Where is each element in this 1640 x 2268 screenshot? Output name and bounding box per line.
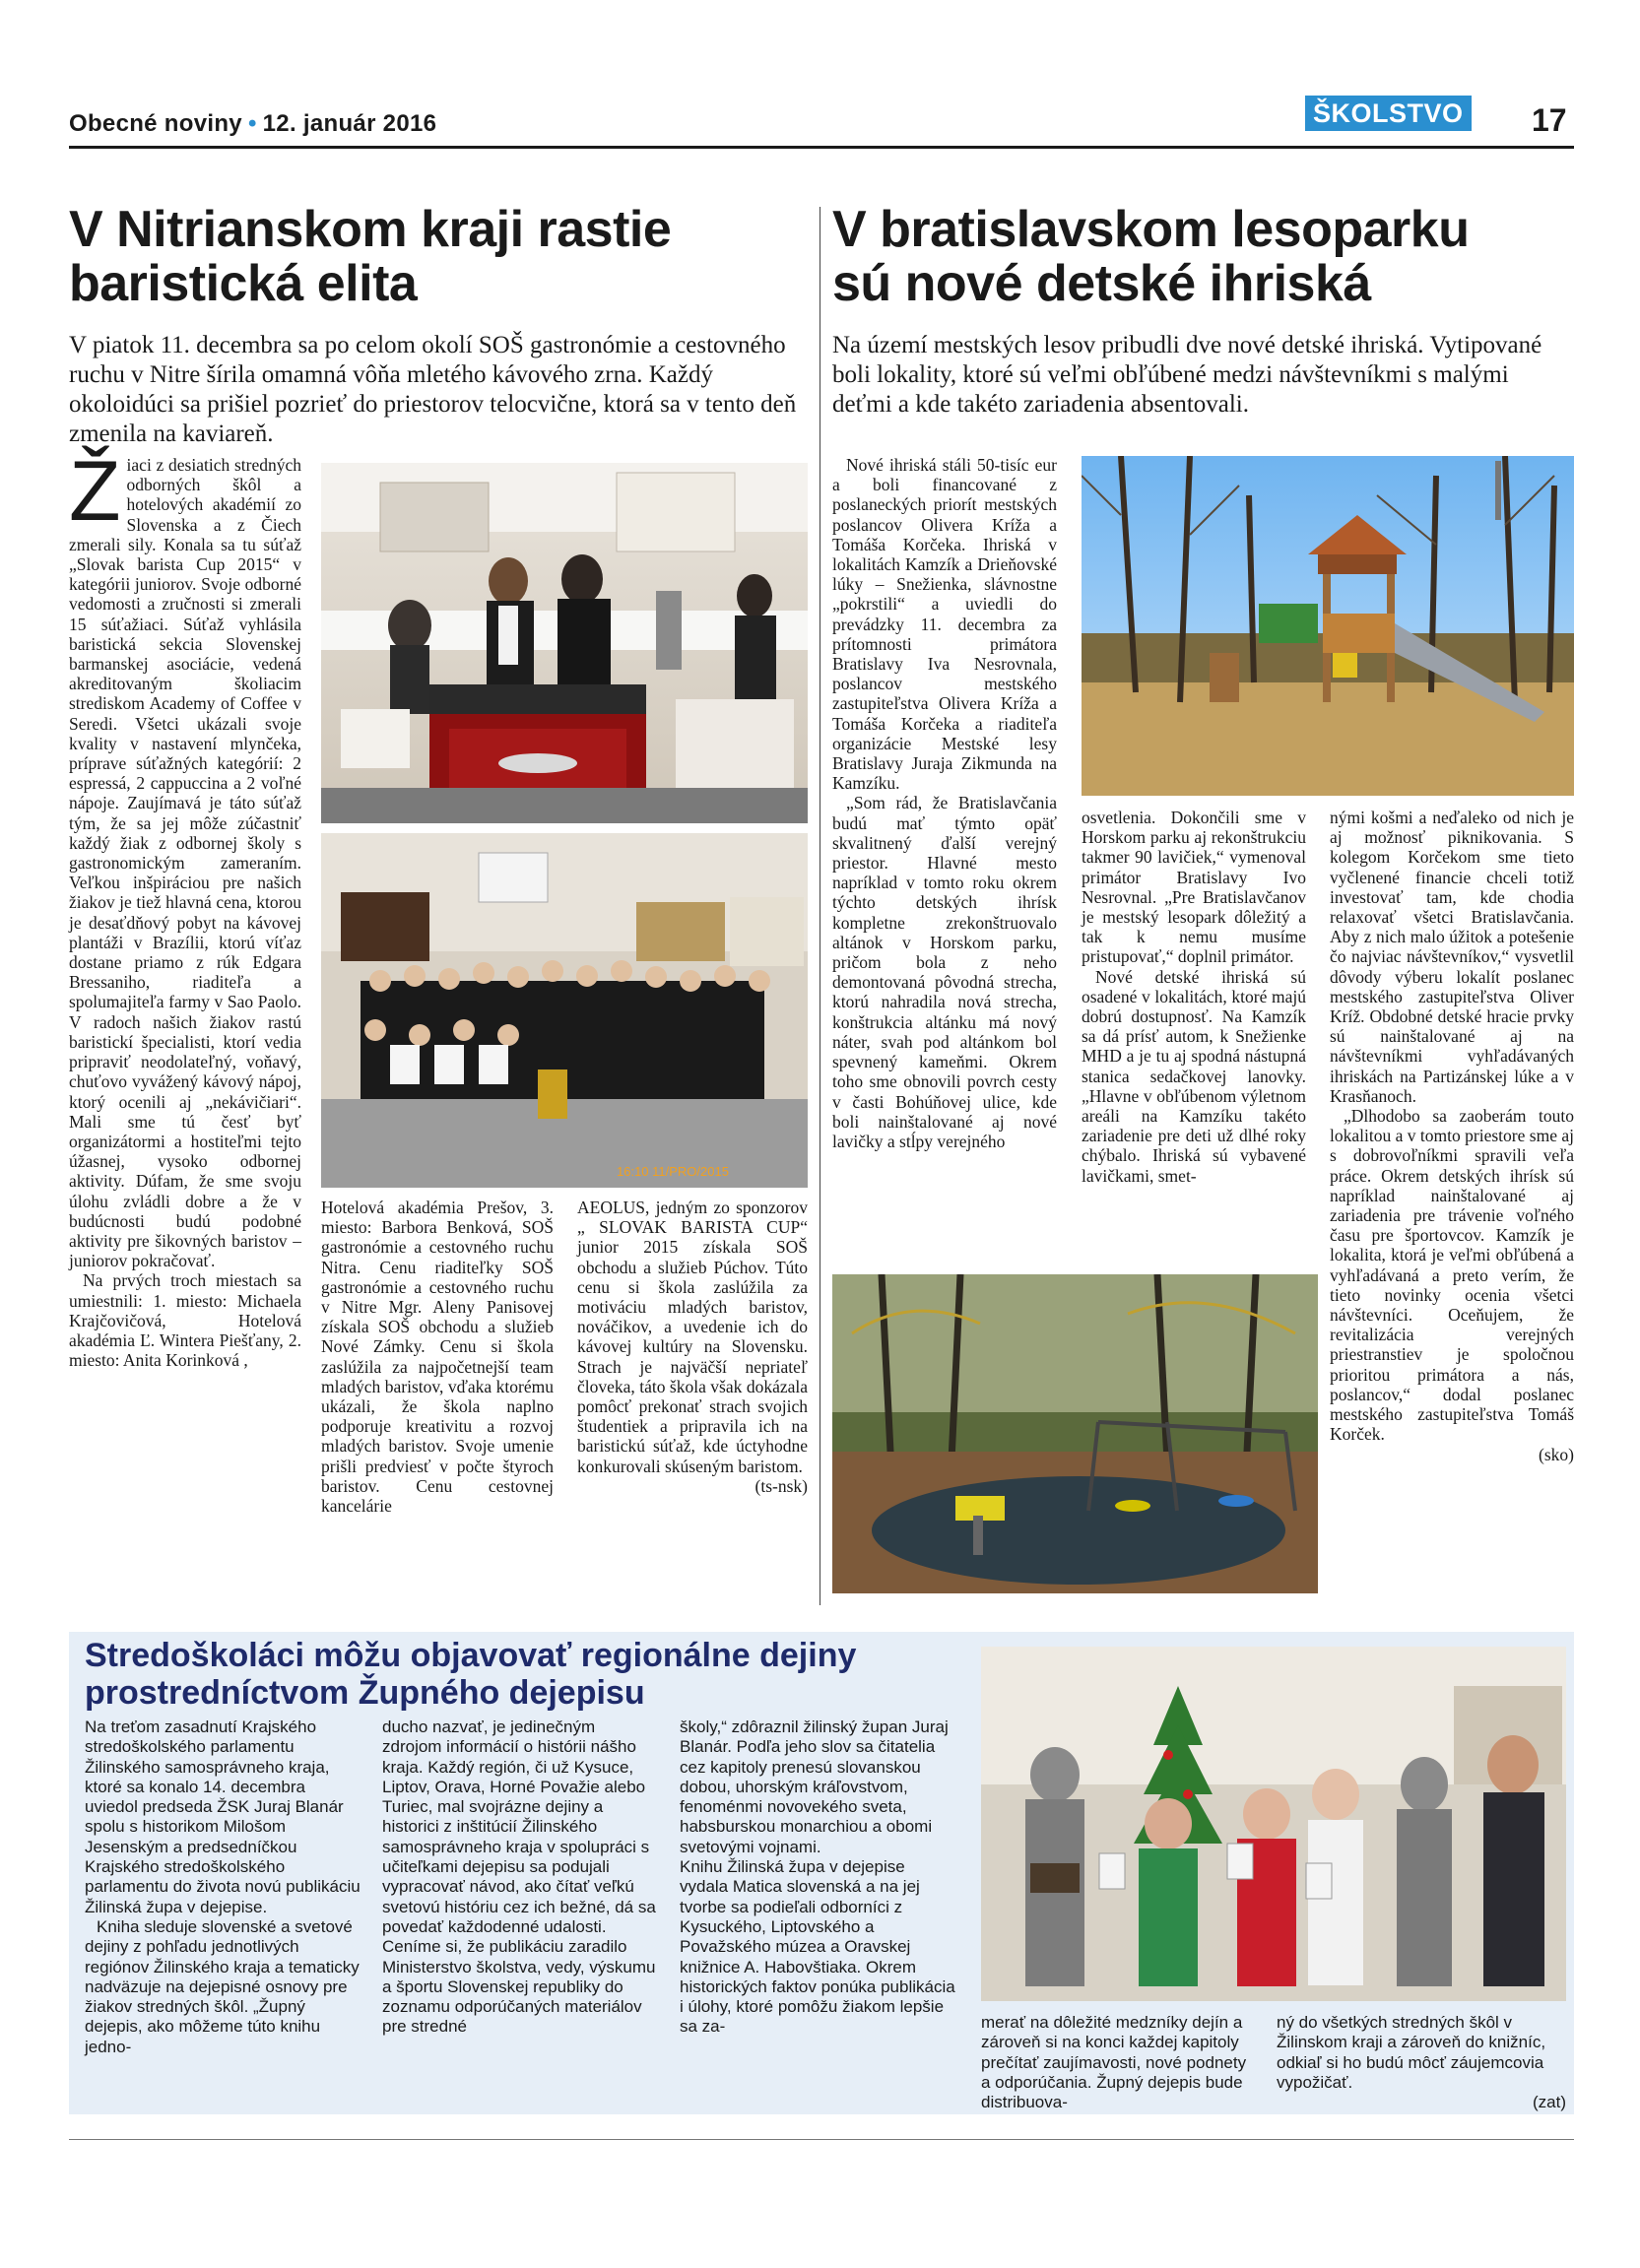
- article2-headline-line2: sú nové detské ihriská: [832, 255, 1371, 312]
- article2-photo-playground: [1082, 456, 1574, 796]
- masthead: [69, 110, 436, 138]
- article3-col1b-text: Kniha sleduje slovenské a svetové dejiny z pohľadu jednotlivých regiónov Žilinského kraja a tematicky nadväzuje na dejepisné osnovy pre žiakov stredných škôl. „Župný dejepis, ako môžeme túto knihu jedno-: [85, 1916, 360, 2056]
- article2-col3b-text: „Dlhodobo sa zaoberám touto lokalitou a v tomto priestore sme aj s dobrovoľníkmi spravili veľa práce. Okrem detských ihrísk sú napríklad nainštalované aj zariadenia pre trávenie voľného času pre športovcov. Kamzík je lokalita, ktorá je veľmi obľúbená a vyhľadávaná a preto verím, že tieto novinky ocenia všetci návštevníci. Oceňujem, že revitalizácia verejných priestranstiev je spoločnou prioritou primátora a nás, poslancov,“ dodal poslanec mestského zastupiteľstva Tomáš Korček.: [1330, 1106, 1574, 1445]
- section-badge: ŠKOLSTVO: [1305, 96, 1472, 131]
- article2-col3-text: nými košmi a neďaleko od nich je aj možnosť piknikovania. S kolegom Korčekom sme tieto vyčlenené financie chceli totiž investovať tam, kde chodia relaxovať všetci Bratislavčania. Aby z nich malo úžitok a potešenie čo najviac návštevníkov,“ vysvetlil dôvody výberu lokalít poslanec mestského zastupiteľstva Oliver Kríž. Obdobné detské hracie prvky sú nainštalované aj na návštevníkmi vyhľadávaných ihriskách na Partizánskej lúke a v Krasňanoch.: [1330, 808, 1574, 1106]
- article2-signature: (sko): [1539, 1444, 1574, 1464]
- article1-headline-line2: baristická elita: [69, 255, 418, 312]
- photo-timestamp: 16:10 11/PRO/2015: [617, 1164, 729, 1179]
- article3-column3: [680, 1717, 955, 2038]
- article3-column5: [1277, 2013, 1566, 2112]
- header-rule: [69, 146, 1574, 149]
- article3-column1: [85, 1717, 362, 2057]
- article3-headline: [85, 1637, 951, 1712]
- article2-headline-line1: V bratislavskom lesoparku: [832, 201, 1470, 258]
- issue-date: 12. január 2016: [262, 110, 437, 137]
- page-number: 17: [1532, 102, 1567, 138]
- article2-lead: Na území mestských lesov pribudli dve nové detské ihriská. Vytipované boli lokality, ktoré sú veľmi obľúbené medzi návštevníkmi s malými deťmi a kde takéto zariadenia absentovali.: [832, 332, 1542, 418]
- article1-lead: V piatok 11. decembra sa po celom okolí SOŠ gastronómie a cestovného ruchu v Nitre šírila omamná vôňa mletého kávového zrna. Každý okoloidúci sa prišiel pozrieť do priestorov telocvične, ktorá sa v tento deň zmenila na kaviareň.: [69, 332, 797, 447]
- article1-column1: [69, 444, 301, 1371]
- article1-headline-line1: V Nitrianskom kraji rastie: [69, 201, 672, 258]
- article3-headline-line1: Stredoškoláci môžu objavovať regionálne dejiny: [85, 1637, 857, 1674]
- article2-headline: [832, 203, 1571, 311]
- article3-col5-text: ný do všetkých stredných škôl v Žilinskom kraji a zároveň do knižníc, odkiaľ si ho budú môcť záujemcovia vypožičať.: [1277, 2013, 1546, 2092]
- article1-column2: Hotelová akadémia Prešov, 3. miesto: Barbora Benková, SOŠ gastronómie a cestovného ruchu Nitra. Cenu riaditeľky SOŠ gastronómie a cestovného ruchu v Nitre Mgr. Aleny Panisovej získala SOŠ obchodu a služieb Nové Zámky. Cenu si škola zaslúžila za najpočetnejší team mladých baristov, vďaka ktorému ukázali, že škola naplno podporuje kreativitu a rozvoj mladých baristov. Svoje umenie prišli predviesť v počte štyroch baristov. Cenu cestovnej kancelárie: [321, 1198, 554, 1517]
- article2-col2-text: osvetlenia. Dokončili sme v Horskom parku aj rekonštrukciu takmer 90 lavičiek,“ vymenoval primátor Bratislavy Ivo Nesrovnal. „Pre Bratislavčanov je mestský lesopark dôležitý a tak k nemu musíme pristupovať,“ doplnil primátor.: [1082, 808, 1306, 967]
- article1-photo-group: [321, 833, 808, 1188]
- article2-photo-playground2: [832, 1274, 1318, 1593]
- article3-signature: (zat): [1533, 2093, 1566, 2112]
- article3-col3b-text: Knihu Žilinská župa v dejepise vydala Matica slovenská a na jej tvorbe sa podieľali odborníci z Kysuckého, Liptovského a Považského múzea a Oravskej knižnice A. Habovštiaka. Okrem historických faktov ponúka publikácia i úlohy, ktoré pomôžu žiakom lepšie sa za-: [680, 1857, 955, 2037]
- article2-column2: [1082, 808, 1306, 1186]
- article1-column3: [577, 1198, 808, 1496]
- article3-photo-presentation: [981, 1647, 1566, 2001]
- article2-col1-text: Nové ihriská stáli 50-tisíc eur a boli financované z poslaneckých priorít mestských poslancov Olivera Kríža a Tomáša Korčeka. Ihriská v lokalitách Kamzík a Drieňovské lúky – Snežienka, slávnostne „pokrstili“ a uviedli do prevádzky 11. decembra za prítomnosti primátora Bratislavy Iva Nesrovnala, poslancov mestského zastupiteľstva Olivera Kríža a Tomáša Korčeka a riaditeľa organizácie Mestské lesy Bratislavy Juraja Zikmunda na Kamzíku.: [832, 455, 1057, 794]
- article1-col1-text: iaci z desiatich stredných odborných škôl a hotelových akadémií zo Slovenska a z Čiech zmerali sily. Konala sa tu súťaž „Slovak barista Cup 2015“ v kategórii juniorov. Svoje odborné vedomosti a zručnosti si zmerali 15 súťažiaci. Súťaž vyhlásila baristická sekcia Slovenskej barmanskej asociácie, vedená akreditovaným školiacim strediskom Academy of Coffee v Seredi. Všetci ukázali svoje kvality v nastavení mlynčeka, príprave súťažných kategórií: 2 espressá, 2 cappuccina a 2 voľné nápoje. Zaujímavá je táto súťaž tým, že sa jej môže zúčastniť každý žiak z odbornej školy s gastronomickým zameraním. Veľkou inšpiráciou pre našich žiakov je tiež hlavná cena, ktorou je desaťdňový pobyt na kávovej plantáži v Brazílii, ktorú víťaz dostane priamo z rúk Edgara Bressaniho, riaditeľa a spolumajiteľa farmy v Sao Paolo. V radoch našich žiakov rastú baristickí špecialisti, ktorí vedia pripraviť neodolateľný, voňavý, chuťovo vyvážený kávový nápoj, ktorý ocenili aj „nekávičiari“. Mali sme tú česť byť organizátormi a hostiteľmi tejto úžasnej, vysoko odbornej aktivity. Dúfam, že sme svoju úlohu zvládli dobre a že v budúcnosti budú podobné aktivity pre šikovných baristov – juniorov pokračovať.: [69, 455, 301, 1271]
- publication-name: Obecné noviny: [69, 110, 242, 137]
- article3-col1-text: Na treťom zasadnutí Krajského stredoškolského parlamentu Žilinského samosprávneho kraja, ktoré sa konalo 14. decembra uviedol predseda ŽSK Juraj Blanár spolu s historikom Milošom Jesenským a predsedníčkou Krajského stredoškolského parlamentu do života novú publikáciu Žilinská župa v dejepise.: [85, 1717, 361, 1916]
- article2-col2b-text: Nové detské ihriská sú osadené v lokalitách, ktoré majú dobrú dostupnosť. Na Kamzík sa dá prísť autom, k Snežienke MHD a je tu aj spodná nástupná stanica sedačkovej lanovky. „Hlavne v obľúbenom výletnom areáli na Kamzíku takéto zariadenie pre deti už dlhé roky chýbalo. Ihriská sú vybavené lavičkami, smet-: [1082, 966, 1306, 1186]
- article1-photo-barista: [321, 463, 808, 823]
- article2-col1b-text: „Som rád, že Bratislavčania budú mať týmto opäť skvalitnený ďalší verejný priestor. Hlavné mesto napríklad v tomto roku okrem týchto detských ihrísk kompletne zrekonštruovalo altánok v Horskom parku, pričom bola z neho demontovaná pôvodná strecha, ktorú nahradila nová strecha, konštrukcia altánku má nový náter, svah pod altánkom bol spevnený kameňmi. Okrem toho sme obnovili povrch cesty v časti Bohúňovej ulice, kde boli nainštalované aj nové lavičky a stĺpy verejného: [832, 793, 1057, 1151]
- article1-col1b-text: Na prvých troch miestach sa umiestnili: 1. miesto: Michaela Krajčovičová, Hotelová akadémia Ľ. Wintera Piešťany, 2. miesto: Anita Korinková ,: [69, 1270, 301, 1371]
- separator-dot: •: [247, 110, 257, 137]
- article1-dropcap: Ž: [69, 444, 121, 539]
- article3-column2: ducho nazvať, je jedinečným zdrojom informácií o histórii nášho kraja. Každý región, či už Kysuce, Liptov, Orava, Horné Považie alebo Turiec, mal svojrázne dejiny a historici z inštitúcií Žilinského samosprávneho kraja v spolupráci s učiteľkami dejepisu sa podujali vypracovať návod, ako čítať veľkú svetovú históriu cez ich bežné, dá sa povedať každodenné udalosti. Ceníme si, že publikáciu zaradilo Ministerstvo školstva, vedy, výskumu a športu Slovenskej republiky do zoznamu odporúčaných materiálov pre stredné: [382, 1717, 656, 2037]
- article2-column3: [1330, 808, 1574, 1464]
- article3-col3-text: školy,“ zdôraznil žilinský župan Juraj Blanár. Podľa jeho slov sa čitatelia cez kapitoly prenesú slovanskou dobou, uhorským kráľovstvom, fenoménmi novovekého sveta, habsburskou monarchiou a obomi svetovými vojnami.: [680, 1717, 949, 1856]
- article1-headline: [69, 203, 818, 311]
- bottom-rule: [69, 2139, 1574, 2140]
- article3-headline-line2: prostredníctvom Župného dejepisu: [85, 1674, 645, 1712]
- article1-signature: (ts-nsk): [754, 1475, 808, 1496]
- article3-column4: merať na dôležité medzníky dejín a zároveň si na konci každej kapitoly prečítať zaujímavosti, nové podnety a odporúčania. Župný dejepis bude distribuova-: [981, 2013, 1247, 2112]
- article2-column1: [832, 455, 1057, 1151]
- article1-col3-text: AEOLUS, jedným zo sponzorov „ SLOVAK BARISTA CUP“ junior 2015 získala SOŠ obchodu a služieb Púchov. Túto cenu si škola zaslúžila za motiváciu mladých baristov, nováčikov, a uvedenie ich do kávovej kultúry na Slovensku. Strach je najväčší nepriateľ človeka, táto škola však dokázala pomôcť prekonať strach svojich študentiek a pripravila ich na baristickú súťaž, kde úctyhodne konkurovali skúseným baristom.: [577, 1198, 808, 1476]
